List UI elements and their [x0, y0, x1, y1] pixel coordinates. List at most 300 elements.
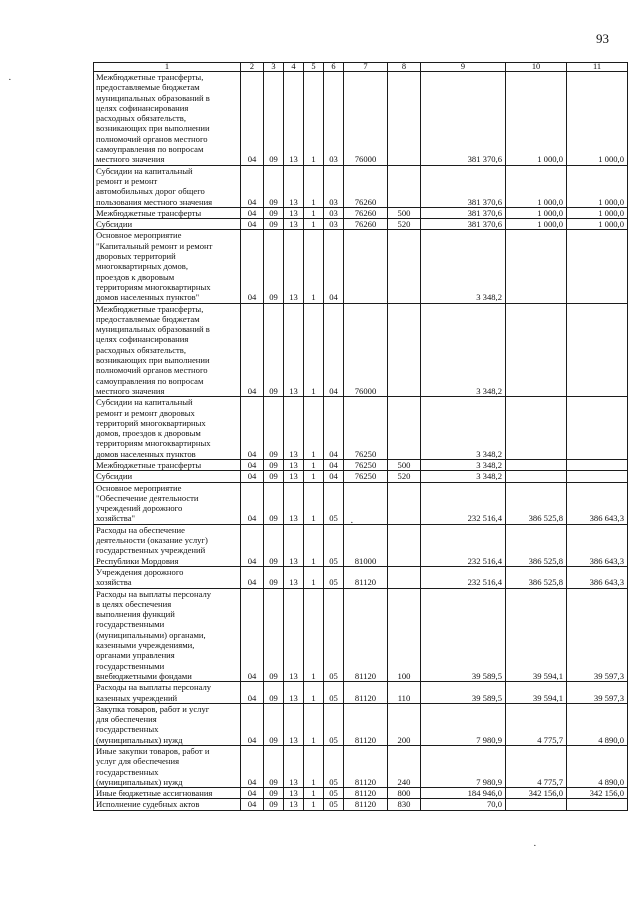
row-cell-col-3: 09 [264, 524, 284, 566]
row-cell-col-3: 09 [264, 207, 284, 218]
row-name-line: внебюджетными фондами [96, 670, 192, 681]
row-cell-col-6: 05 [324, 682, 344, 704]
row-name-line: Расходы на выплаты персоналу [96, 588, 212, 599]
row-cell-col-5: 1 [304, 165, 324, 207]
row-cell-col-11: 1 000,0 [567, 165, 628, 207]
row-cell-col-4: 13 [284, 482, 304, 524]
row-name-cell [94, 471, 241, 482]
row-name-line: учреждений дорожного [96, 503, 183, 514]
row-cell-col-4: 13 [284, 72, 304, 166]
row-name-cell [94, 207, 241, 218]
row-name-line: автомобильных дорог общего [96, 186, 205, 197]
row-cell-col-11: 342 156,0 [567, 788, 628, 799]
row-name-line: государственными [96, 619, 165, 630]
row-cell-col-9: 3 348,2 [421, 303, 506, 397]
table-row [94, 682, 628, 704]
row-cell-col-2: 04 [241, 482, 264, 524]
row-cell-col-7 [344, 230, 388, 303]
row-cell-col-8: 100 [388, 588, 421, 682]
row-name-line: (муниципальными) органами, [96, 629, 206, 640]
row-name-line: Исполнение судебных актов [96, 799, 200, 810]
row-cell-col-9: 381 370,6 [421, 165, 506, 207]
scan-speck: · [533, 840, 537, 852]
row-name-line: территориям многоквартирных [96, 281, 211, 292]
row-cell-col-7: 81120 [344, 746, 388, 788]
row-cell-col-10: 386 525,8 [506, 566, 567, 588]
row-cell-col-10: 1 000,0 [506, 207, 567, 218]
row-cell-col-4: 13 [284, 682, 304, 704]
row-cell-col-5: 1 [304, 482, 324, 524]
row-cell-col-5: 1 [304, 524, 324, 566]
row-cell-col-7: 81000 [344, 524, 388, 566]
row-cell-col-8: 500 [388, 459, 421, 470]
row-name-line: расходных обязательств, [96, 113, 186, 124]
row-name-line: казенными учреждениями, [96, 640, 195, 651]
row-cell-col-5: 1 [304, 219, 324, 230]
row-name-line: государственных [96, 724, 159, 735]
row-name-cell [94, 682, 241, 704]
row-cell-col-8: 110 [388, 682, 421, 704]
row-cell-col-11: 1 000,0 [567, 219, 628, 230]
row-cell-col-7: 76250 [344, 471, 388, 482]
row-cell-col-11: 386 643,3 [567, 482, 628, 524]
row-cell-col-7: 81120 [344, 788, 388, 799]
row-cell-col-2: 04 [241, 219, 264, 230]
row-name-cell [94, 746, 241, 788]
table-row [94, 72, 628, 166]
row-cell-col-9: 3 348,2 [421, 471, 506, 482]
row-cell-col-4: 13 [284, 588, 304, 682]
page-number: 93 [596, 31, 609, 46]
row-cell-col-6: 05 [324, 524, 344, 566]
row-name-cell [94, 303, 241, 397]
row-name-line: ремонт и ремонт [96, 175, 158, 186]
row-cell-col-11: 386 643,3 [567, 524, 628, 566]
row-name-cell [94, 703, 241, 745]
row-cell-col-9: 70,0 [421, 799, 506, 810]
row-name-line: полномочий органов местного [96, 365, 208, 376]
row-cell-col-10: 1 000,0 [506, 72, 567, 166]
scan-speck: · [8, 74, 12, 86]
row-cell-col-9: 7 980,9 [421, 703, 506, 745]
row-cell-col-10 [506, 799, 567, 810]
row-name-line: государственными [96, 660, 165, 671]
table-row [94, 588, 628, 682]
row-cell-col-9: 381 370,6 [421, 72, 506, 166]
row-name-line: территорий многоквартирных [96, 417, 206, 428]
row-name-line: государственных [96, 766, 159, 777]
row-cell-col-4: 13 [284, 459, 304, 470]
row-cell-col-2: 04 [241, 566, 264, 588]
row-cell-col-6: 03 [324, 207, 344, 218]
row-cell-col-6: 04 [324, 303, 344, 397]
row-cell-col-8 [388, 482, 421, 524]
row-cell-col-11 [567, 799, 628, 810]
row-cell-col-4: 13 [284, 746, 304, 788]
row-cell-col-11: 4 890,0 [567, 746, 628, 788]
table-row [94, 788, 628, 799]
row-name-line: самоуправления по вопросам [96, 144, 204, 155]
row-cell-col-4: 13 [284, 566, 304, 588]
row-cell-col-5: 1 [304, 207, 324, 218]
row-cell-col-9: 7 980,9 [421, 746, 506, 788]
row-cell-col-9: 3 348,2 [421, 459, 506, 470]
row-cell-col-3: 09 [264, 219, 284, 230]
row-name-cell [94, 588, 241, 682]
table-row [94, 397, 628, 460]
row-cell-col-11 [567, 459, 628, 470]
row-name-line: деятельности (оказание услуг) [96, 535, 208, 546]
row-cell-col-2: 04 [241, 230, 264, 303]
header-cell-4: 4 [284, 63, 304, 72]
row-name-line: территориям многоквартирных [96, 438, 211, 449]
row-cell-col-7: 76260 [344, 219, 388, 230]
row-cell-col-2: 04 [241, 788, 264, 799]
row-cell-col-5: 1 [304, 230, 324, 303]
row-cell-col-7: 81120 [344, 682, 388, 704]
row-cell-col-9: 232 516,4 [421, 524, 506, 566]
row-name-line: Расходы на обеспечение [96, 524, 185, 535]
row-name-cell [94, 482, 241, 524]
row-name-line: предоставляемые бюджетам [96, 313, 200, 324]
row-name-line: Иные закупки товаров, работ и [96, 746, 210, 756]
table-row [94, 165, 628, 207]
row-cell-col-6: 03 [324, 72, 344, 166]
row-name-line: ремонт и ремонт дворовых [96, 407, 195, 418]
row-cell-col-2: 04 [241, 524, 264, 566]
row-cell-col-11: 386 643,3 [567, 566, 628, 588]
row-cell-col-6: 04 [324, 397, 344, 460]
row-cell-col-8 [388, 165, 421, 207]
row-cell-col-6: 05 [324, 799, 344, 810]
row-cell-col-3: 09 [264, 230, 284, 303]
row-name-line: (муниципальных) нужд [96, 734, 183, 745]
table-row [94, 566, 628, 588]
row-name-line: государственных учреждений [96, 545, 206, 556]
row-name-line: Учреждения дорожного [96, 566, 184, 577]
row-name-line: предоставляемые бюджетам [96, 82, 200, 93]
row-name-cell [94, 219, 241, 230]
row-cell-col-8: 520 [388, 219, 421, 230]
header-cell-3: 3 [264, 63, 284, 72]
table-row [94, 524, 628, 566]
table-row [94, 799, 628, 810]
row-cell-col-11 [567, 303, 628, 397]
row-cell-col-10: 39 594,1 [506, 588, 567, 682]
row-cell-col-5: 1 [304, 682, 324, 704]
row-cell-col-6: 04 [324, 230, 344, 303]
row-name-line: целях софинансирования [96, 102, 189, 113]
row-name-line: дворовых территорий [96, 251, 176, 262]
row-cell-col-8 [388, 72, 421, 166]
row-cell-col-4: 13 [284, 165, 304, 207]
row-cell-col-10 [506, 303, 567, 397]
row-name-line: Субсидии на капитальный [96, 165, 193, 176]
row-cell-col-2: 04 [241, 746, 264, 788]
row-cell-col-4: 13 [284, 703, 304, 745]
row-cell-col-6: 03 [324, 219, 344, 230]
row-name-line: домов, проездов к дворовым [96, 428, 201, 439]
row-name-line: Межбюджетные трансферты [96, 207, 202, 218]
row-cell-col-5: 1 [304, 459, 324, 470]
row-cell-col-2: 04 [241, 72, 264, 166]
row-name-cell [94, 397, 241, 460]
row-cell-col-5: 1 [304, 397, 324, 460]
row-cell-col-6: 05 [324, 788, 344, 799]
row-cell-col-3: 09 [264, 165, 284, 207]
header-cell-1: 1 [94, 63, 241, 72]
row-cell-col-3: 09 [264, 682, 284, 704]
row-name-line: "Обеспечение деятельности [96, 492, 199, 503]
row-cell-col-2: 04 [241, 303, 264, 397]
row-cell-col-8 [388, 230, 421, 303]
row-name-cell [94, 230, 241, 303]
row-cell-col-4: 13 [284, 799, 304, 810]
row-cell-col-7: 81120 [344, 588, 388, 682]
header-cell-5: 5 [304, 63, 324, 72]
row-cell-col-7: 81120 [344, 703, 388, 745]
row-name-cell [94, 165, 241, 207]
row-cell-col-9: 232 516,4 [421, 566, 506, 588]
row-cell-col-6: 05 [324, 746, 344, 788]
row-cell-col-10 [506, 230, 567, 303]
row-cell-col-11: 39 597,3 [567, 588, 628, 682]
row-name-line: хозяйства" [96, 513, 136, 524]
row-cell-col-3: 09 [264, 788, 284, 799]
row-cell-col-5: 1 [304, 799, 324, 810]
row-cell-col-2: 04 [241, 682, 264, 704]
row-name-line: муниципальных образований в [96, 92, 210, 103]
row-name-line: для обеспечения [96, 714, 157, 725]
row-name-line: Субсидии на капитальный [96, 397, 193, 408]
row-cell-col-3: 09 [264, 471, 284, 482]
row-name-line: полномочий органов местного [96, 133, 208, 144]
row-cell-col-6: 04 [324, 471, 344, 482]
row-cell-col-11 [567, 397, 628, 460]
row-cell-col-10 [506, 397, 567, 460]
row-cell-col-10: 342 156,0 [506, 788, 567, 799]
row-name-line: Межбюджетные трансферты, [96, 72, 204, 82]
row-name-line: в целях обеспечения [96, 598, 172, 609]
row-cell-col-8: 800 [388, 788, 421, 799]
row-name-line: услуг для обеспечения [96, 756, 180, 767]
row-cell-col-2: 04 [241, 588, 264, 682]
row-cell-col-4: 13 [284, 397, 304, 460]
row-cell-col-6: 03 [324, 165, 344, 207]
table-row [94, 482, 628, 524]
row-name-line: Иные бюджетные ассигнования [96, 788, 213, 799]
row-cell-col-5: 1 [304, 303, 324, 397]
row-cell-col-11: 4 890,0 [567, 703, 628, 745]
row-cell-col-11: 39 597,3 [567, 682, 628, 704]
row-cell-col-9: 232 516,4 [421, 482, 506, 524]
row-cell-col-4: 13 [284, 303, 304, 397]
row-cell-col-8: 200 [388, 703, 421, 745]
row-cell-col-2: 04 [241, 165, 264, 207]
row-cell-col-3: 09 [264, 799, 284, 810]
header-cell-7: 7 [344, 63, 388, 72]
row-name-line: Субсидии [96, 471, 133, 482]
table-row [94, 459, 628, 470]
row-cell-col-7: 76250 [344, 459, 388, 470]
row-name-cell [94, 799, 241, 810]
row-name-cell [94, 566, 241, 588]
row-cell-col-2: 04 [241, 799, 264, 810]
row-cell-col-7: 76260 [344, 207, 388, 218]
row-cell-col-4: 13 [284, 219, 304, 230]
row-name-cell [94, 788, 241, 799]
row-cell-col-8 [388, 524, 421, 566]
row-name-line: местного значения [96, 385, 165, 396]
table-row [94, 303, 628, 397]
row-name-line: пользования местного значения [96, 196, 213, 207]
row-cell-col-8 [388, 303, 421, 397]
table-row [94, 746, 628, 788]
row-name-line: Расходы на выплаты персоналу [96, 682, 212, 693]
row-cell-col-3: 09 [264, 566, 284, 588]
row-cell-col-6: 05 [324, 482, 344, 524]
row-name-line: целях софинансирования [96, 334, 189, 345]
row-cell-col-10: 4 775,7 [506, 746, 567, 788]
row-cell-col-6: 05 [324, 703, 344, 745]
row-cell-col-10: 386 525,8 [506, 482, 567, 524]
row-cell-col-7: 81120 [344, 566, 388, 588]
row-cell-col-6: 04 [324, 459, 344, 470]
row-cell-col-3: 09 [264, 588, 284, 682]
row-cell-col-7: 76250 [344, 397, 388, 460]
row-name-line: многоквартирных домов, [96, 261, 188, 272]
row-cell-col-10 [506, 459, 567, 470]
row-cell-col-3: 09 [264, 703, 284, 745]
row-name-line: Межбюджетные трансферты, [96, 303, 204, 314]
row-cell-col-7: 76000 [344, 303, 388, 397]
row-cell-col-10 [506, 471, 567, 482]
table-row [94, 219, 628, 230]
row-cell-col-5: 1 [304, 471, 324, 482]
row-cell-col-8 [388, 566, 421, 588]
row-cell-col-11 [567, 230, 628, 303]
table-row [94, 230, 628, 303]
scan-speck: · [350, 517, 354, 529]
row-cell-col-3: 09 [264, 459, 284, 470]
row-name-line: Субсидии [96, 219, 133, 230]
row-name-line: казенных учреждений [96, 692, 178, 703]
row-cell-col-2: 04 [241, 207, 264, 218]
row-cell-col-7: 76260 [344, 165, 388, 207]
row-name-cell [94, 524, 241, 566]
row-name-line: Республики Мордовия [96, 555, 179, 566]
row-cell-col-3: 09 [264, 482, 284, 524]
row-name-line: возникающих при выполнении [96, 355, 210, 366]
row-cell-col-9: 381 370,6 [421, 219, 506, 230]
row-cell-col-8: 240 [388, 746, 421, 788]
row-cell-col-9: 39 589,5 [421, 682, 506, 704]
row-cell-col-6: 05 [324, 566, 344, 588]
row-cell-col-7: 81120 [344, 799, 388, 810]
row-name-line: (муниципальных) нужд [96, 776, 183, 787]
row-cell-col-5: 1 [304, 746, 324, 788]
row-name-line: возникающих при выполнении [96, 123, 210, 134]
row-cell-col-10: 4 775,7 [506, 703, 567, 745]
budget-table [93, 62, 628, 811]
row-cell-col-5: 1 [304, 703, 324, 745]
row-name-line: расходных обязательств, [96, 344, 186, 355]
row-cell-col-3: 09 [264, 397, 284, 460]
row-name-line: Основное мероприятие [96, 482, 182, 493]
row-cell-col-10: 1 000,0 [506, 219, 567, 230]
row-name-line: местного значения [96, 154, 165, 165]
row-name-line: "Капитальный ремонт и ремонт [96, 240, 213, 251]
row-cell-col-8: 500 [388, 207, 421, 218]
row-name-line: домов населенных пунктов" [96, 292, 200, 303]
row-name-line: проездов к дворовым [96, 271, 175, 282]
header-row [94, 63, 628, 72]
row-name-cell [94, 459, 241, 470]
row-cell-col-4: 13 [284, 524, 304, 566]
row-cell-col-5: 1 [304, 788, 324, 799]
row-cell-col-11: 1 000,0 [567, 72, 628, 166]
header-cell-8: 8 [388, 63, 421, 72]
row-name-line: хозяйства [96, 577, 132, 588]
header-cell-11: 11 [567, 63, 628, 72]
row-cell-col-5: 1 [304, 566, 324, 588]
row-cell-col-4: 13 [284, 471, 304, 482]
row-cell-col-5: 1 [304, 72, 324, 166]
row-name-line: Основное мероприятие [96, 230, 182, 241]
row-name-line: выполнения функций [96, 609, 175, 620]
row-cell-col-7: 76000 [344, 72, 388, 166]
row-cell-col-9: 3 348,2 [421, 397, 506, 460]
row-cell-col-8: 830 [388, 799, 421, 810]
row-cell-col-2: 04 [241, 703, 264, 745]
header-cell-2: 2 [241, 63, 264, 72]
header-cell-9: 9 [421, 63, 506, 72]
header-cell-10: 10 [506, 63, 567, 72]
row-cell-col-10: 39 594,1 [506, 682, 567, 704]
row-cell-col-3: 09 [264, 303, 284, 397]
row-cell-col-9: 381 370,6 [421, 207, 506, 218]
row-cell-col-3: 09 [264, 746, 284, 788]
row-cell-col-9: 184 946,0 [421, 788, 506, 799]
row-cell-col-9: 39 589,5 [421, 588, 506, 682]
table-row [94, 703, 628, 745]
row-name-cell [94, 72, 241, 166]
row-name-line: органами управления [96, 650, 175, 661]
row-cell-col-11: 1 000,0 [567, 207, 628, 218]
row-name-line: муниципальных образований в [96, 324, 210, 335]
row-cell-col-10: 1 000,0 [506, 165, 567, 207]
row-cell-col-3: 09 [264, 72, 284, 166]
row-cell-col-8: 520 [388, 471, 421, 482]
row-cell-col-2: 04 [241, 459, 264, 470]
table-row [94, 207, 628, 218]
row-name-line: самоуправления по вопросам [96, 375, 204, 386]
row-name-line: Межбюджетные трансферты [96, 459, 202, 470]
header-cell-6: 6 [324, 63, 344, 72]
row-cell-col-4: 13 [284, 230, 304, 303]
row-cell-col-2: 04 [241, 397, 264, 460]
row-name-line: домов населенных пунктов [96, 448, 196, 459]
row-cell-col-4: 13 [284, 788, 304, 799]
row-cell-col-10: 386 525,8 [506, 524, 567, 566]
row-name-line: Закупка товаров, работ и услуг [96, 703, 210, 714]
row-cell-col-6: 05 [324, 588, 344, 682]
row-cell-col-11 [567, 471, 628, 482]
row-cell-col-9: 3 348,2 [421, 230, 506, 303]
row-cell-col-4: 13 [284, 207, 304, 218]
row-cell-col-8 [388, 397, 421, 460]
row-cell-col-2: 04 [241, 471, 264, 482]
